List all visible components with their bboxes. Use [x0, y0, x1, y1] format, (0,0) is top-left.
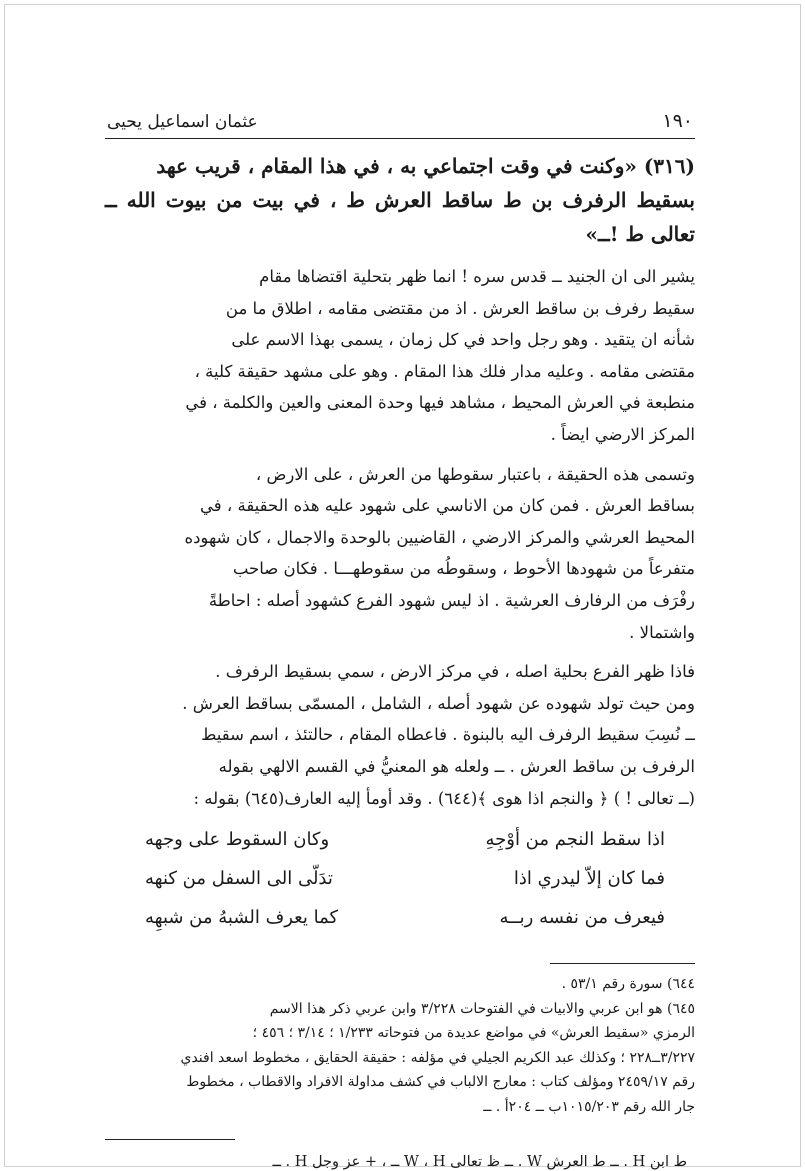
- poem-verse: [105, 820, 695, 859]
- poem-verse: [105, 898, 695, 937]
- page-header: [105, 110, 695, 138]
- text-line: رفْرَف من الرفارف العرشية . اذ ليس شهود الفرع كشهود أصله : احاطةً: [208, 590, 695, 610]
- page-number: ١٩٠: [662, 110, 693, 132]
- apparatus-rule: [105, 1139, 235, 1140]
- paragraph-2: [105, 459, 695, 649]
- poem: [105, 820, 695, 937]
- text-line: ــ نُسِبَ سقيط الرفرف اليه بالبنوة . فاعطاه المقام ، حالتئذ ، اسم سقيط: [201, 725, 695, 745]
- paragraph-3: [105, 656, 695, 814]
- text-line: يشير الى ان الجنيد ــ قدس سره ! انما ظهر بتحلية اقتضاها مقام: [259, 267, 695, 286]
- text-line: سقيط رفرف بن ساقط العرش . اذ من مقتضى مقامه ، اطلاق ما من: [225, 298, 695, 318]
- hemistich-second: تدَلّى الى السفل من كنهه: [145, 868, 333, 890]
- hemistich-first: اذا سقط النجم من أوْجِهِ: [485, 829, 665, 851]
- hemistich-first: فما كان إلاّ ليدري اذا: [513, 868, 665, 890]
- footnote-line: جار الله رقم ١٠١٥/٢٠٣ب ــ ٢٠٤أ . ــ: [483, 1098, 695, 1115]
- footnote-line: ٦٤٥) هو ابن عربي والابيات في الفتوحات ٣/٢٢٨ وابن عربي ذكر هذا الاسم: [269, 1000, 695, 1017]
- text-line: شأنه ان يتقيد . وهو رجل واحد في كل زمان ، يسمى بهذا الاسم على: [231, 330, 695, 350]
- footnote-rule: [550, 963, 695, 964]
- lemma-line: بسقيط الرفرف بن ﻁ ساقط العرش ﻁ ، في بيت من بيوت الله ــ تعالى ﻁ !ــ»: [105, 188, 695, 246]
- hemistich-second: وكان السقوط على وجهه: [145, 829, 330, 851]
- poem-verse: [105, 859, 695, 898]
- text-line: (ــ تعالى ! ) ﴿ والنجم اذا هوى ﴾(٦٤٤) . وقد أومأ إليه العارف(٦٤٥) بقوله :: [193, 788, 695, 808]
- text-line: بساقط العرش . فمن كان من الاناسي على شهود عليه هذه الحقيقة ، في: [200, 496, 695, 516]
- quoted-lemma: [105, 149, 695, 251]
- text-line: المركز الارضي ايضاً .: [550, 424, 695, 444]
- text-line: متفرعاً من شهودها الأحوط ، وسقوطُه من سقوطهـــا . فكان صاحب: [232, 559, 695, 579]
- text-line: الرفرف بن ساقط العرش . ــ ولعله هو المعنيُّ في القسم الالهي بقوله: [218, 756, 695, 776]
- text-line: ومن حيث تولد شهوده عن شهود أصله ، الشامل ، المسمّى بساقط العرش .: [182, 693, 695, 713]
- text-line: فاذا ظهر الفرع بحلية اصله ، في مركز الارض ، سمي بسقيط الرفرف .: [215, 662, 695, 682]
- text-line: وتسمى هذه الحقيقة ، باعتبار سقوطها من العرش ، على الارض ،: [255, 464, 695, 484]
- header-rule: [105, 138, 695, 139]
- paragraph-1: [105, 261, 695, 451]
- hemistich-second: كما يعرف الشبهُ من شبهِه: [145, 907, 339, 929]
- critical-apparatus: ﻁ ابن H . ــ ﻁ العرش W . ــ ﻅ تعالى W ، H ــ ، + عز وجل H . ــ: [272, 1154, 687, 1171]
- lemma-line: (٣١٦) «وكنت في وقت اجتماعي به ، في هذا المقام ، قريب عهد: [156, 154, 695, 178]
- text-line: منطبعة في العرش المحيط ، مشاهد فيها وحدة المعنى والعين والكلمة ، في: [185, 393, 695, 413]
- text-line: المحيط العرشي والمركز الارضي ، القاضيين بالوحدة والاجمال ، كان شهوده: [184, 527, 695, 547]
- running-title: عثمان اسماعيل يحيى: [107, 112, 258, 132]
- footnote-line: ٣/٢٢٧ــ٢٢٨ ؛ وكذلك عبد الكريم الجيلي في مؤلفه : حقيقة الحقايق ، مخطوط اسعد افندي: [180, 1049, 695, 1066]
- footnote-line: ٦٤٤) سورة رقم ٥٣/١ .: [561, 976, 695, 993]
- document-page: [105, 110, 695, 1170]
- text-line: واشتمالا .: [629, 622, 695, 642]
- footnotes: [105, 972, 695, 1119]
- footnote-line: الرمزي «سقيط العرش» في مواضع عديدة من فتوحاته ١/٢٣٣ ؛ ٣/١٤ ؛ ٤٥٦ ؛: [252, 1025, 695, 1042]
- text-line: مقتضى مقامه . وعليه مدار فلك هذا المقام . وهو على مشهد حقيقة كلية ،: [194, 361, 695, 381]
- hemistich-first: فيعرف من نفسه ربــه: [499, 907, 665, 929]
- footnote-line: رقم ٢٤٥٩/١٧ ومؤلف كتاب : معارج الالباب في كشف مداولة الافراد والاقطاب ، مخطوط: [186, 1074, 695, 1091]
